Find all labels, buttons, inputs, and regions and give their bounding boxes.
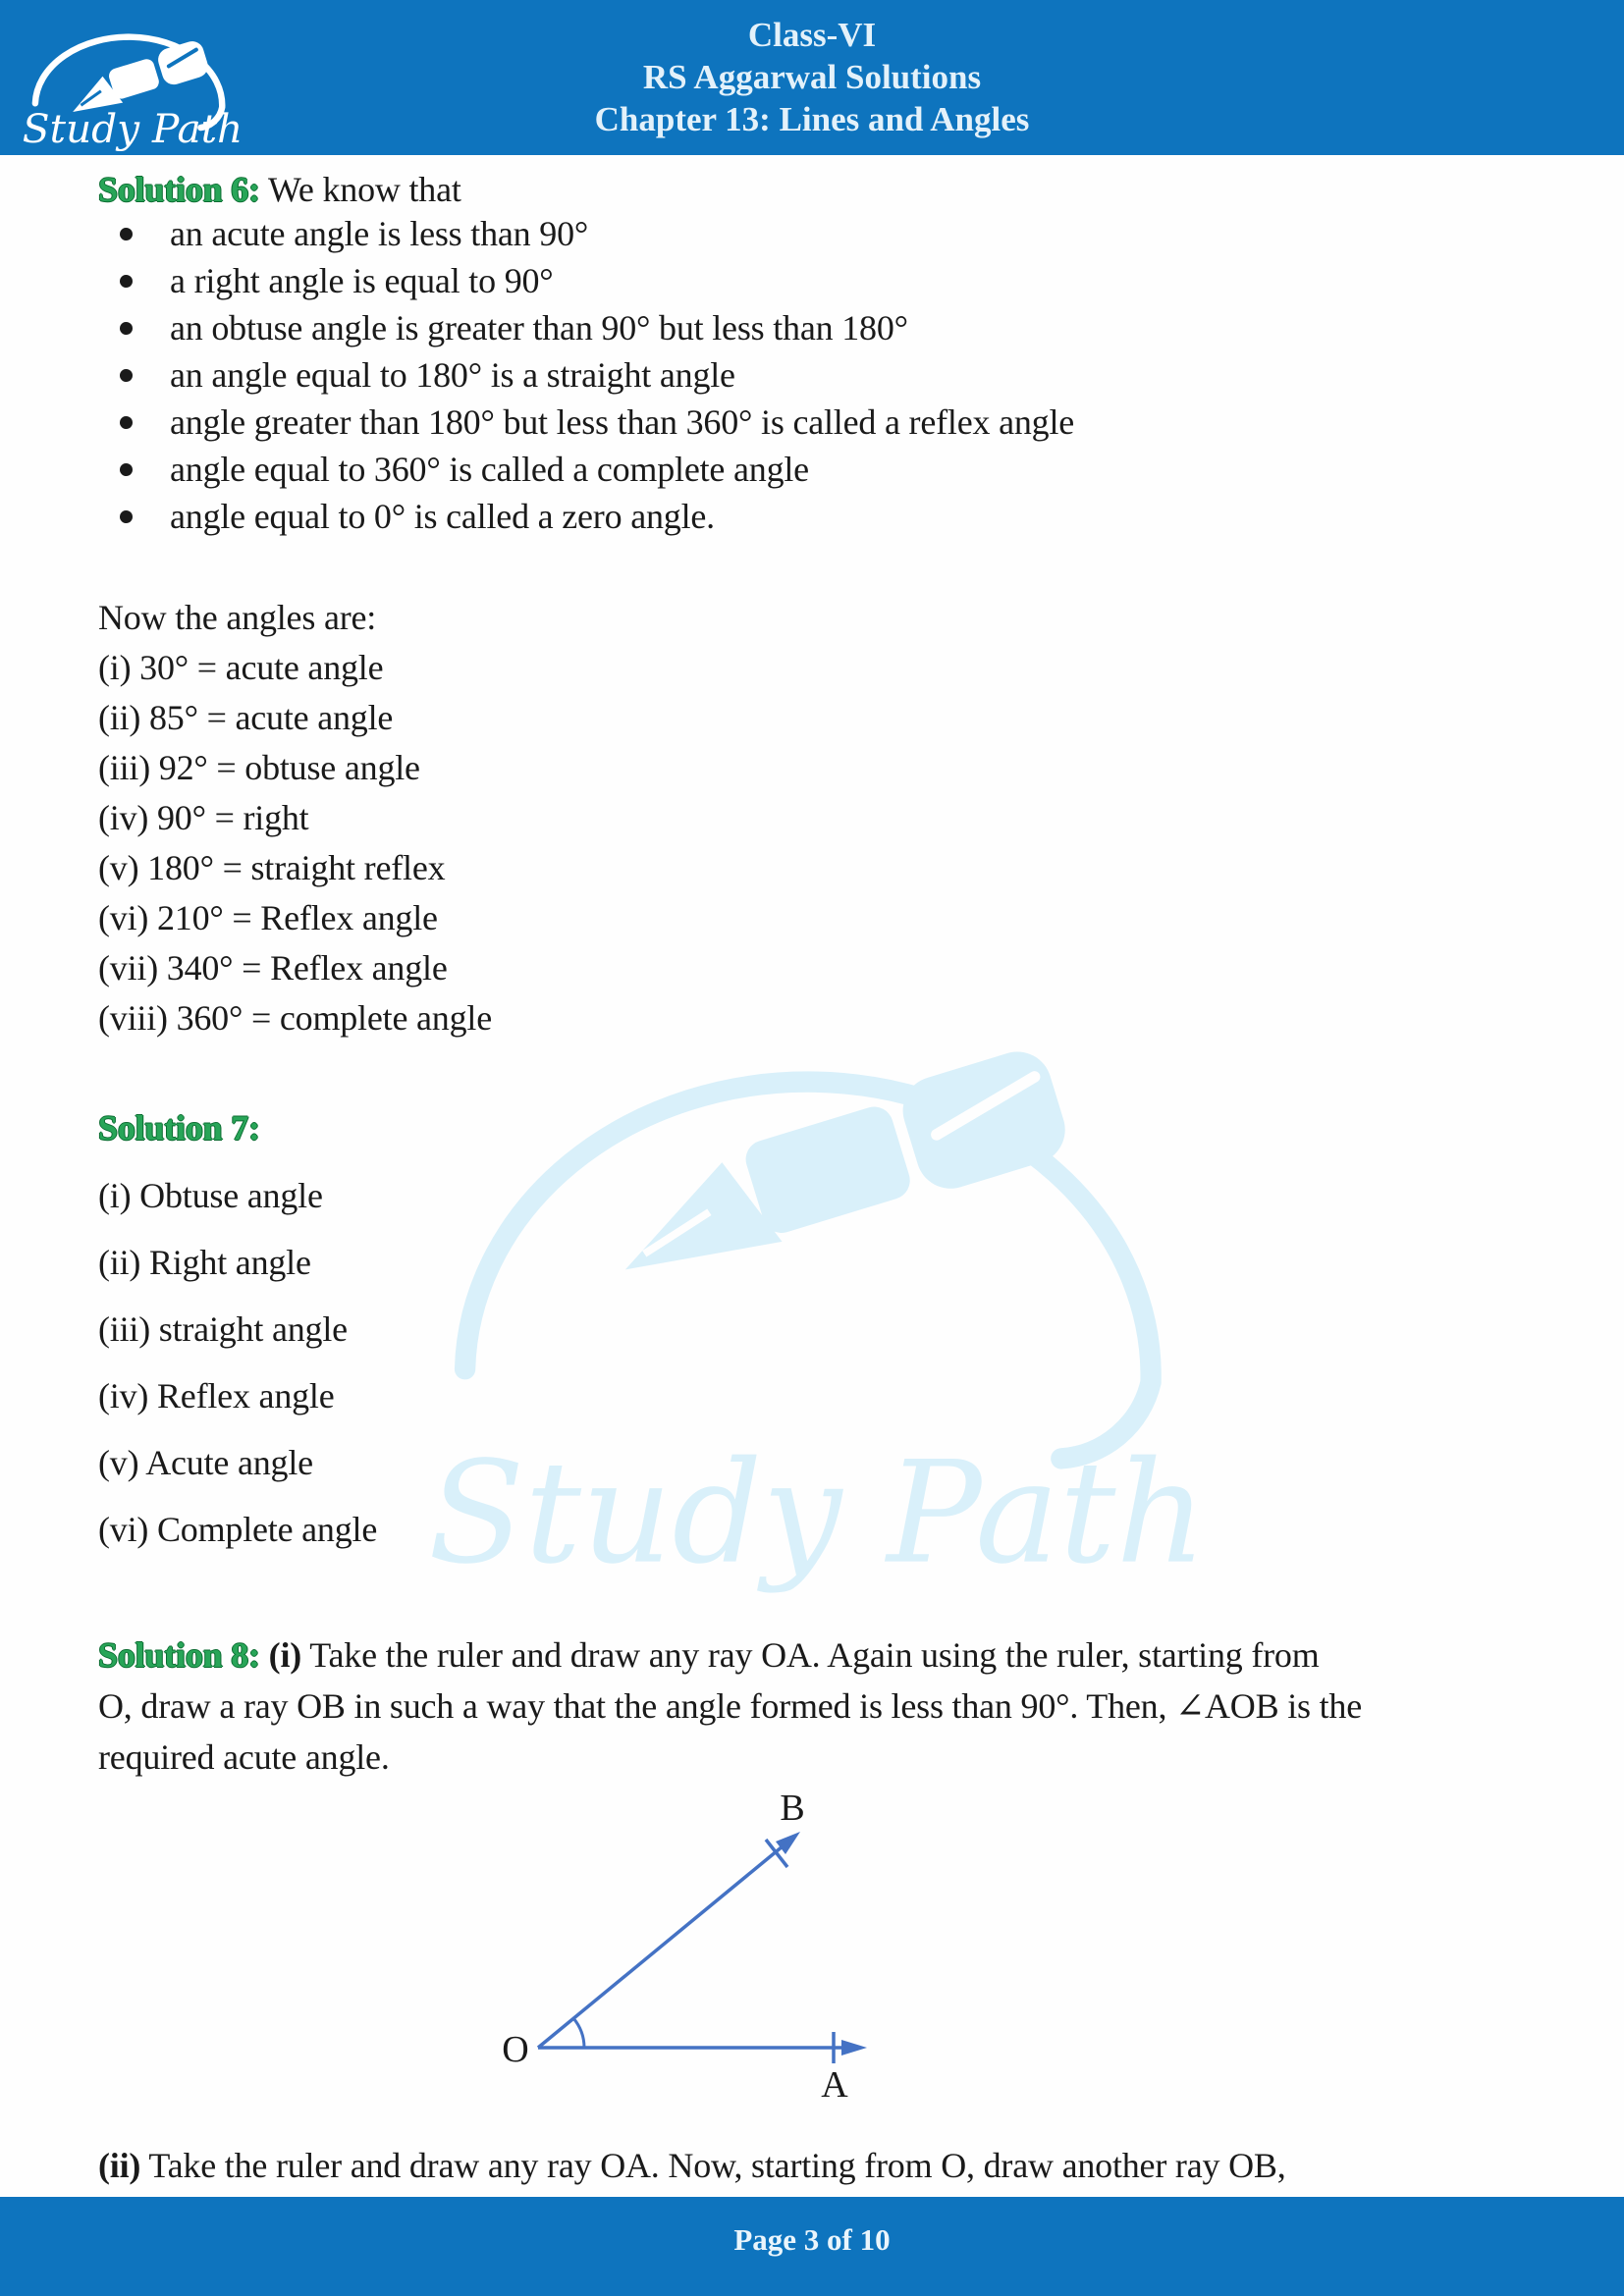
angles-item: (ii) 85° = acute angle: [98, 698, 394, 737]
solution8-continuation: [98, 2144, 1286, 2187]
angles-item: (vi) 210° = Reflex angle: [98, 898, 438, 937]
ray-oa-arrowhead-icon: [841, 2040, 867, 2056]
acute-angle-diagram: [442, 1789, 913, 2108]
bullet-item: a right angle is equal to 90°: [98, 257, 1074, 304]
header-titles: [0, 14, 1624, 140]
solution8-paragraph: [98, 1629, 1362, 1783]
angle-arc: [573, 2018, 584, 2048]
bullet-item: angle greater than 180° but less than 360° is called a reflex angle: [98, 399, 1074, 446]
solution8-line2: O, draw a ray OB in such a way that the angle formed is less than 90°. Then, ∠AOB is the: [98, 1686, 1363, 1726]
header-class-line: Class-VI: [747, 16, 877, 54]
ray-ob: [538, 1842, 788, 2048]
angles-item: (v) 180° = straight reflex: [98, 848, 446, 887]
logo-text: Study Path: [22, 104, 244, 151]
solution8-marker: (i): [268, 1635, 302, 1675]
solution7-item: (iii) straight angle: [98, 1309, 348, 1349]
header-book-line: RS Aggarwal Solutions: [642, 58, 982, 96]
solution6-label: Solution 6:: [98, 170, 260, 209]
bullet-item: an angle equal to 180° is a straight angle: [98, 351, 1074, 399]
continuation-text: Take the ruler and draw any ray OA. Now, starting from O, draw another ray OB,: [140, 2146, 1286, 2185]
page-number: Page 3 of 10: [733, 2222, 891, 2257]
solution8-line3: required acute angle.: [98, 1737, 390, 1777]
watermark-text: Study Path: [428, 1430, 1207, 1595]
solution7-label: Solution 7:: [98, 1108, 260, 1148]
page-header: [0, 0, 1624, 155]
angles-item: (iv) 90° = right: [98, 798, 309, 837]
vertex-label: O: [502, 2029, 529, 2070]
angles-item: (viii) 360° = complete angle: [98, 998, 492, 1038]
solution7-item: (iv) Reflex angle: [98, 1376, 335, 1415]
ray-a-label: A: [821, 2064, 848, 2106]
angles-item: (i) 30° = acute angle: [98, 648, 384, 687]
bullet-item: angle equal to 360° is called a complete angle: [98, 446, 1074, 493]
bullet-item: an obtuse angle is greater than 90° but less than 180°: [98, 304, 1074, 351]
solution8-label: Solution 8:: [98, 1635, 260, 1675]
solution7-heading: [98, 1107, 260, 1148]
solution8-line1: Take the ruler and draw any ray OA. Again using the ruler, starting from: [301, 1635, 1320, 1675]
angles-intro: Now the angles are:: [98, 598, 377, 637]
page-footer: [0, 2197, 1624, 2296]
bullet-item: angle equal to 0° is called a zero angle.: [98, 493, 1074, 540]
angles-list: [98, 593, 492, 1043]
solution7-item: (vi) Complete angle: [98, 1510, 378, 1549]
angles-item: (iii) 92° = obtuse angle: [98, 748, 420, 787]
solution7-item: (ii) Right angle: [98, 1243, 311, 1282]
angles-item: (vii) 340° = Reflex angle: [98, 948, 448, 988]
solution7-item: (v) Acute angle: [98, 1443, 313, 1482]
solution6-heading: [98, 169, 461, 210]
solution6-intro: We know that: [259, 170, 461, 209]
solution7-item: (i) Obtuse angle: [98, 1176, 323, 1215]
continuation-marker: (ii): [98, 2146, 141, 2185]
bullet-item: an acute angle is less than 90°: [98, 210, 1074, 257]
solution7-list: [98, 1176, 377, 1576]
ray-b-label: B: [780, 1789, 805, 1829]
solution6-bullet-list: [98, 210, 1074, 540]
header-chapter-line: Chapter 13: Lines and Angles: [594, 100, 1030, 138]
